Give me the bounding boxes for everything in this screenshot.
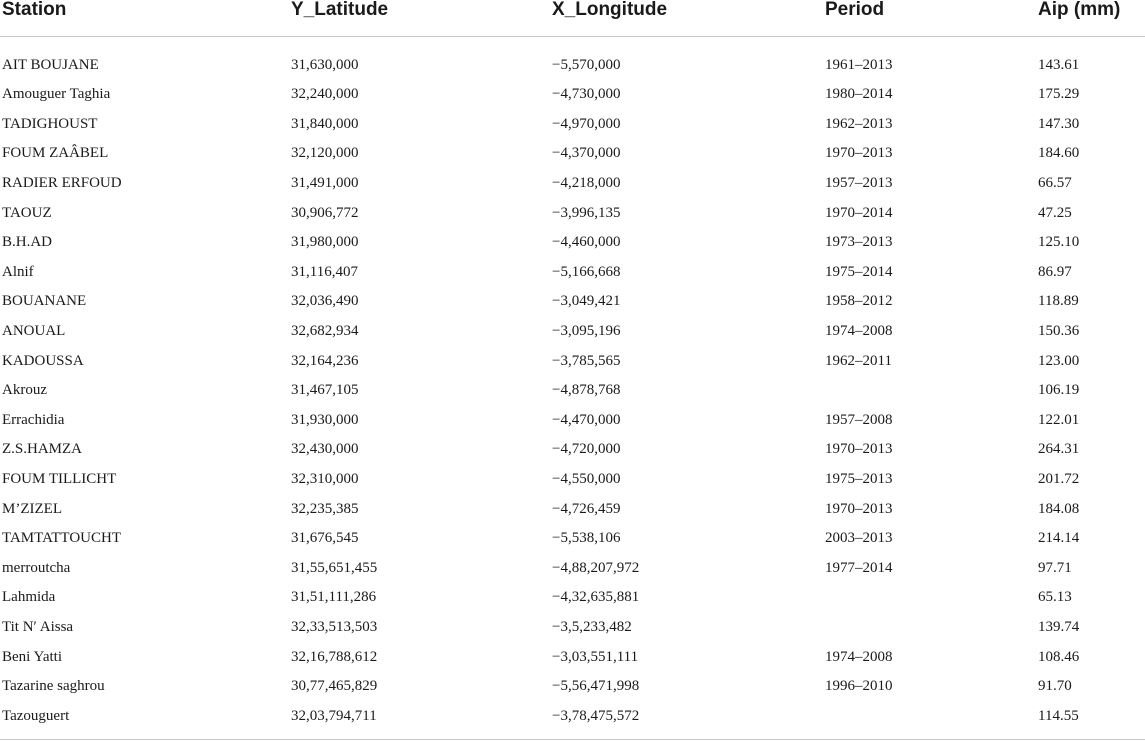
table-row (0, 169, 1145, 199)
table-row (0, 198, 1145, 228)
longitude-cell: −3,095,196 (552, 323, 621, 340)
aip-cell: 184.08 (1038, 500, 1080, 517)
aip-cell: 184.60 (1038, 145, 1080, 162)
longitude-cell: −4,370,000 (552, 145, 621, 162)
station-cell: TADIGHOUST (2, 115, 98, 132)
longitude-cell: −5,538,106 (552, 530, 621, 547)
aip-cell: 175.29 (1038, 86, 1080, 103)
latitude-cell: 32,33,513,503 (291, 618, 378, 635)
table-row (0, 80, 1145, 110)
latitude-cell: 32,164,236 (291, 352, 359, 369)
period-cell: 1961–2013 (825, 57, 893, 73)
latitude-cell: 32,240,000 (291, 86, 359, 103)
latitude-cell: 31,51,111,286 (291, 589, 377, 606)
table-row (0, 435, 1145, 465)
station-cell: FOUM ZAÂBEL (2, 145, 109, 162)
table-row (0, 258, 1145, 288)
period-cell (823, 613, 1038, 643)
latitude-cell: 31,55,651,455 (291, 559, 378, 576)
longitude-cell: −4,460,000 (552, 234, 621, 251)
table-row (0, 554, 1145, 584)
table-body (0, 37, 1145, 732)
period-cell (823, 701, 1038, 731)
aip-cell: 139.74 (1038, 618, 1080, 635)
aip-cell: 143.61 (1038, 57, 1080, 73)
station-cell: TAOUZ (2, 204, 52, 221)
table-row (0, 346, 1145, 376)
latitude-cell: 31,116,407 (291, 263, 358, 280)
latitude-cell: 31,840,000 (291, 115, 359, 132)
longitude-cell: −4,970,000 (552, 115, 621, 132)
aip-cell: 97.71 (1038, 559, 1072, 576)
header-row (0, 0, 1145, 37)
bottom-rule (0, 739, 1145, 740)
latitude-cell: 32,430,000 (291, 441, 359, 458)
latitude-cell: 32,120,000 (291, 145, 359, 162)
table-row (0, 613, 1145, 643)
period-cell: 1974–2008 (825, 648, 893, 665)
longitude-cell: −4,730,000 (552, 86, 621, 103)
latitude-cell: 32,310,000 (291, 471, 359, 488)
table-row (0, 228, 1145, 258)
aip-cell: 201.72 (1038, 471, 1080, 488)
aip-cell: 214.14 (1038, 530, 1080, 547)
aip-cell: 108.46 (1038, 648, 1080, 665)
station-cell: Beni Yatti (2, 648, 63, 665)
longitude-cell: −4,88,207,972 (552, 559, 640, 576)
aip-cell: 66.57 (1038, 175, 1072, 192)
period-cell: 1996–2010 (825, 678, 893, 695)
longitude-cell: −3,03,551,111 (552, 648, 639, 665)
period-cell (823, 583, 1038, 613)
station-cell: Z.S.HAMZA (2, 441, 83, 458)
station-cell: FOUM TILLICHT (2, 471, 117, 488)
table-row (0, 701, 1145, 731)
table-row (0, 524, 1145, 554)
period-cell: 1962–2013 (825, 115, 893, 132)
latitude-cell: 31,491,000 (291, 175, 359, 192)
period-cell: 1970–2013 (825, 145, 893, 162)
period-cell: 2003–2013 (825, 530, 893, 547)
station-cell: Tazarine saghrou (2, 678, 105, 695)
latitude-cell: 32,036,490 (291, 293, 359, 310)
latitude-cell: 31,980,000 (291, 234, 359, 251)
aip-cell: 65.13 (1038, 589, 1072, 606)
period-cell: 1957–2013 (825, 175, 893, 192)
latitude-cell: 32,235,385 (291, 500, 359, 517)
aip-cell: 114.55 (1038, 707, 1079, 724)
aip-cell: 91.70 (1038, 678, 1072, 695)
latitude-cell: 31,930,000 (291, 411, 359, 428)
period-cell: 1958–2012 (825, 293, 893, 310)
station-cell: Errachidia (2, 411, 65, 428)
longitude-cell: −5,166,668 (552, 263, 621, 280)
latitude-cell: 31,630,000 (291, 57, 359, 73)
period-cell (823, 376, 1038, 406)
station-cell: KADOUSSA (2, 352, 84, 369)
header-aip: Aip (mm) (1038, 0, 1145, 37)
aip-cell: 106.19 (1038, 382, 1080, 399)
table-row (0, 494, 1145, 524)
aip-cell: 122.01 (1038, 411, 1080, 428)
latitude-cell: 32,03,794,711 (291, 707, 377, 724)
aip-cell: 86.97 (1038, 263, 1072, 280)
longitude-cell: −3,049,421 (552, 293, 621, 310)
longitude-cell: −4,720,000 (552, 441, 621, 458)
table-row (0, 376, 1145, 406)
table-row (0, 583, 1145, 613)
station-cell: Lahmida (2, 589, 56, 606)
station-cell: ANOUAL (2, 323, 66, 340)
table-row (0, 317, 1145, 347)
longitude-cell: −4,32,635,881 (552, 589, 640, 606)
longitude-cell: −3,78,475,572 (552, 707, 640, 724)
period-cell: 1962–2011 (825, 352, 892, 369)
header-y-latitude: Y_Latitude (289, 0, 550, 37)
table-row (0, 139, 1145, 169)
longitude-cell: −4,470,000 (552, 411, 621, 428)
period-cell: 1977–2014 (825, 559, 893, 576)
aip-cell: 123.00 (1038, 352, 1080, 369)
aip-cell: 147.30 (1038, 115, 1080, 132)
period-cell: 1974–2008 (825, 323, 893, 340)
aip-cell: 150.36 (1038, 323, 1080, 340)
station-cell: RADIER ERFOUD (2, 175, 122, 192)
station-cell: Tit N′ Aissa (2, 618, 74, 635)
latitude-cell: 32,16,788,612 (291, 648, 378, 665)
longitude-cell: −5,56,471,998 (552, 678, 640, 695)
station-cell: AIT BOUJANE (2, 57, 99, 73)
latitude-cell: 30,906,772 (291, 204, 359, 221)
latitude-cell: 31,676,545 (291, 530, 359, 547)
latitude-cell: 30,77,465,829 (291, 678, 378, 695)
station-cell: merroutcha (2, 559, 71, 576)
period-cell: 1980–2014 (825, 86, 893, 103)
longitude-cell: −4,218,000 (552, 175, 621, 192)
station-cell: Akrouz (2, 382, 47, 399)
aip-cell: 118.89 (1038, 293, 1079, 310)
station-cell: Amouguer Taghia (2, 86, 111, 103)
table-row (0, 406, 1145, 436)
period-cell: 1970–2014 (825, 204, 893, 221)
period-cell: 1957–2008 (825, 411, 893, 428)
longitude-cell: −4,878,768 (552, 382, 621, 399)
station-cell: Alnif (2, 263, 34, 280)
period-cell: 1975–2014 (825, 263, 893, 280)
table-row (0, 287, 1145, 317)
station-cell: B.H.AD (2, 234, 53, 251)
table-row (0, 37, 1145, 81)
period-cell: 1973–2013 (825, 234, 893, 251)
table-header (0, 0, 1145, 37)
aip-cell: 47.25 (1038, 204, 1072, 221)
period-cell: 1970–2013 (825, 500, 893, 517)
longitude-cell: −4,726,459 (552, 500, 621, 517)
station-cell: BOUANANE (2, 293, 87, 310)
period-cell: 1975–2013 (825, 471, 893, 488)
header-x-longitude: X_Longitude (550, 0, 823, 37)
latitude-cell: 32,682,934 (291, 323, 359, 340)
period-cell: 1970–2013 (825, 441, 893, 458)
station-cell: TAMTATTOUCHT (2, 530, 121, 547)
longitude-cell: −5,570,000 (552, 57, 621, 73)
table-row (0, 465, 1145, 495)
table-row (0, 110, 1145, 140)
station-cell: Tazouguert (2, 707, 70, 724)
longitude-cell: −4,550,000 (552, 471, 621, 488)
longitude-cell: −3,996,135 (552, 204, 621, 221)
table-row (0, 642, 1145, 672)
table-row (0, 672, 1145, 702)
longitude-cell: −3,5,233,482 (552, 618, 632, 635)
aip-cell: 125.10 (1038, 234, 1080, 251)
header-period: Period (823, 0, 1038, 37)
aip-cell: 264.31 (1038, 441, 1080, 458)
latitude-cell: 31,467,105 (291, 382, 359, 399)
station-cell: M’ZIZEL (2, 500, 62, 517)
longitude-cell: −3,785,565 (552, 352, 621, 369)
header-station: Station (0, 0, 289, 37)
